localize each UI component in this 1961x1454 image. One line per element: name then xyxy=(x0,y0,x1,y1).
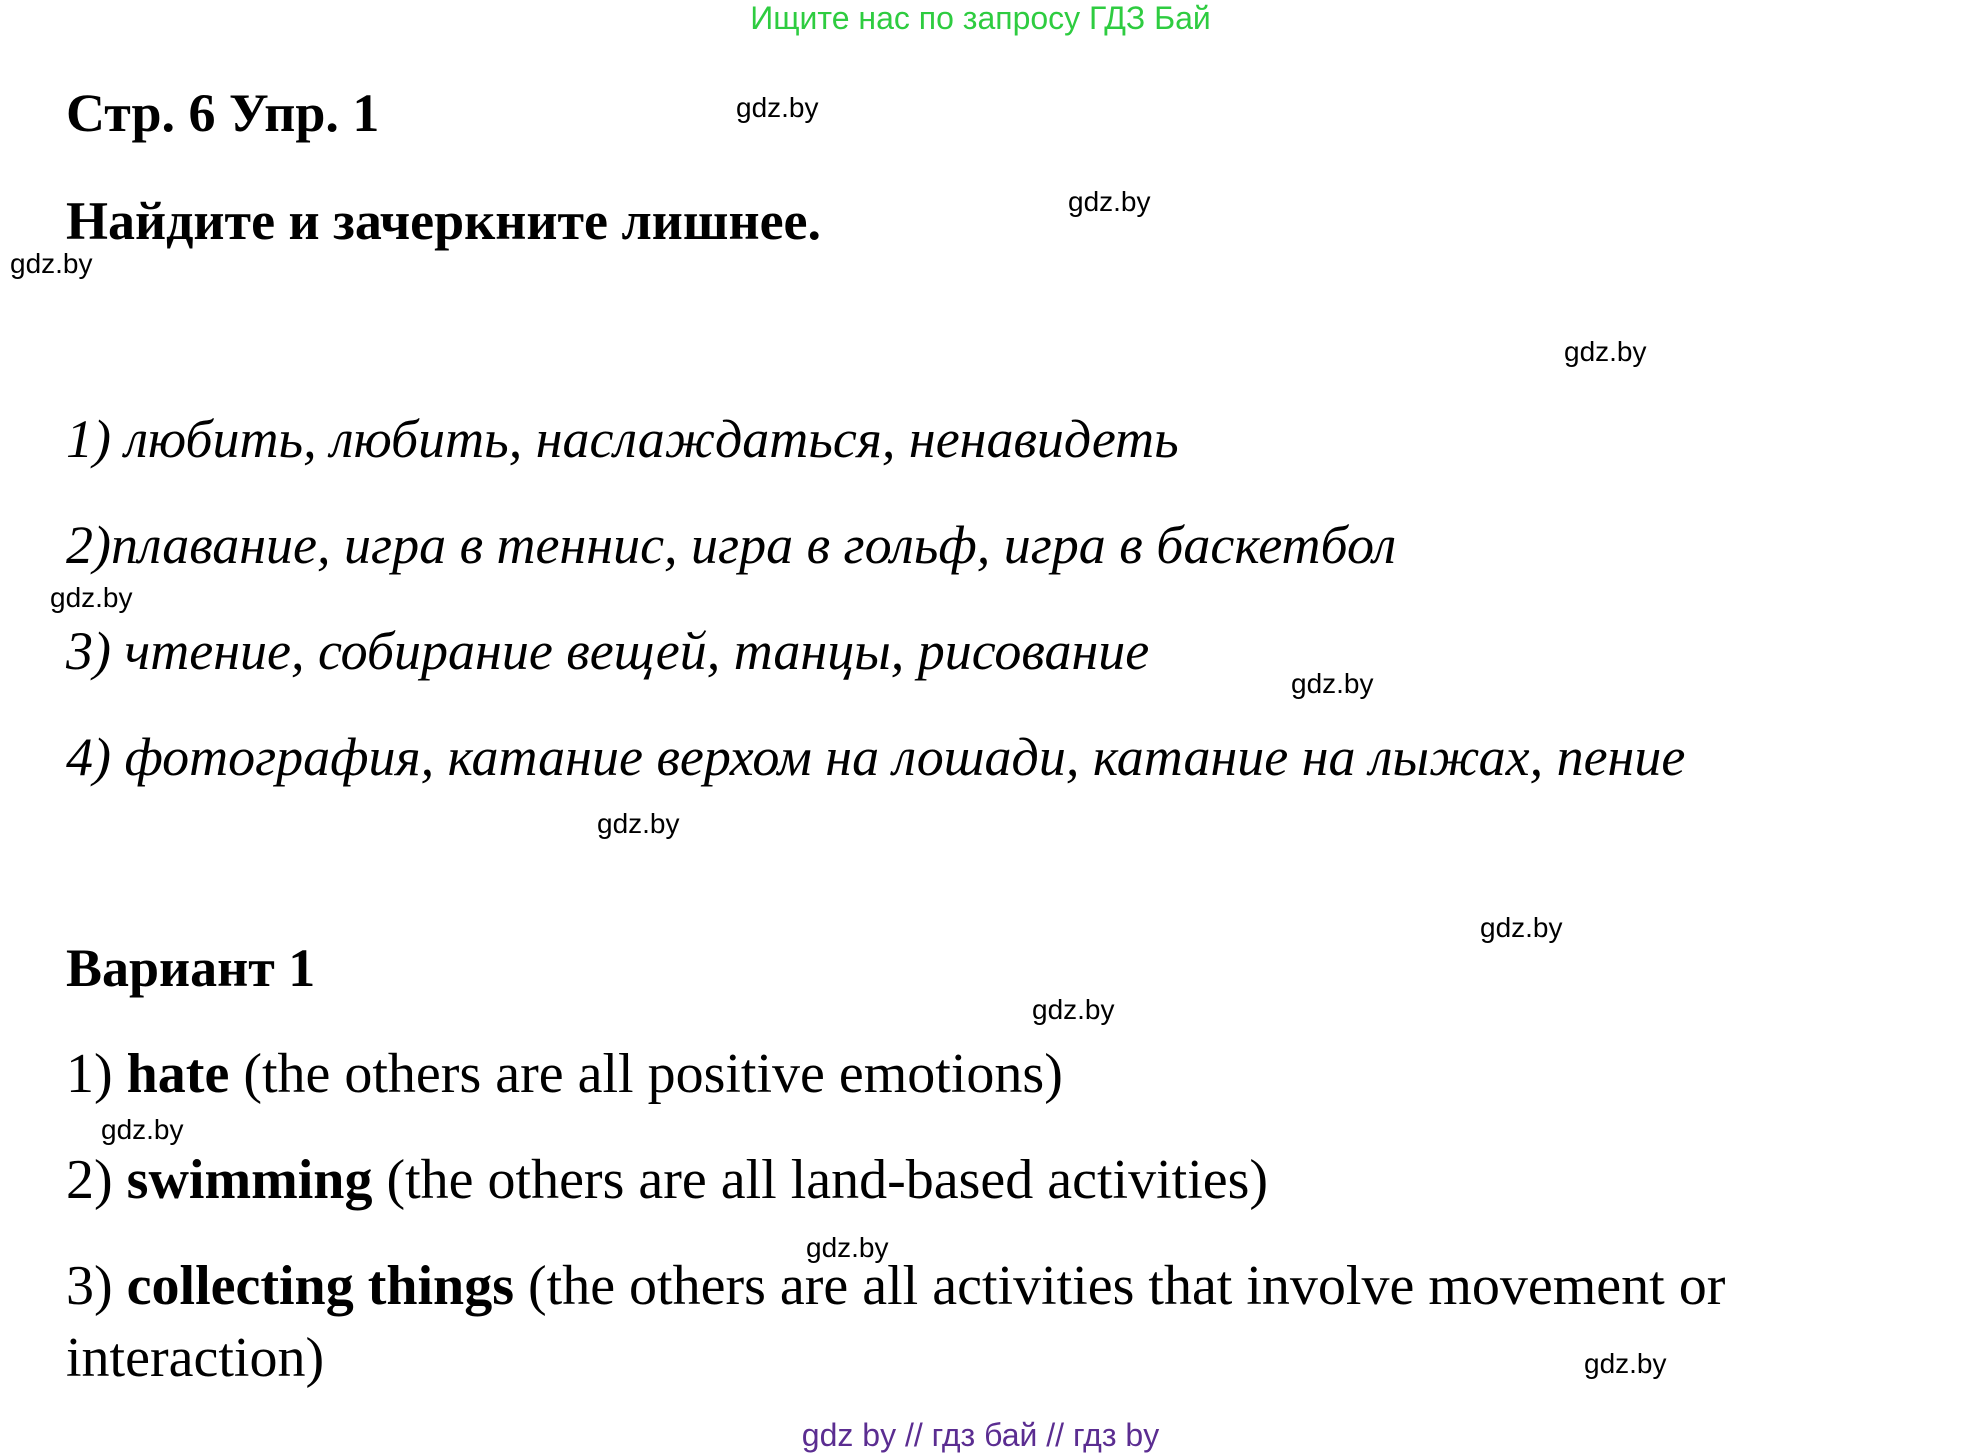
watermark: gdz.by xyxy=(1480,912,1563,943)
answer-item-2: 2) swimming (the others are all land-based activities) xyxy=(66,1149,1269,1211)
watermark: gdz.by xyxy=(1068,186,1151,217)
watermark: gdz.by xyxy=(1584,1348,1667,1379)
footer-links: gdz by // гдз бай // гдз by xyxy=(801,1417,1160,1453)
task-item-4: 4) фотография, катание верхом на лошади, катание на лыжах, пение xyxy=(66,727,1686,787)
task-item-2: 2)плавание, игра в теннис, игра в гольф, игра в баскетбол xyxy=(66,515,1397,575)
watermark: gdz.by xyxy=(597,808,680,839)
answer-item-3: 3) collecting things (the others are all activities that involve movement or interaction) xyxy=(66,1255,1726,1389)
variant-heading: Вариант 1 xyxy=(66,938,316,998)
watermark: gdz.by xyxy=(101,1114,184,1145)
watermark: gdz.by xyxy=(10,248,93,279)
watermark: gdz.by xyxy=(1564,336,1647,367)
top-banner: Ищите нас по запросу ГДЗ Бай xyxy=(750,0,1211,36)
task-item-1: 1) любить, любить, наслаждаться, ненавидеть xyxy=(66,409,1179,469)
watermark: gdz.by xyxy=(50,582,133,613)
instruction-heading: Найдите и зачеркните лишнее. xyxy=(66,191,822,251)
watermark: gdz.by xyxy=(1291,668,1374,699)
task-item-3: 3) чтение, собирание вещей, танцы, рисование xyxy=(66,621,1150,681)
watermark: gdz.by xyxy=(1032,994,1115,1025)
page-title: Стр. 6 Упр. 1 xyxy=(66,83,380,143)
watermark: gdz.by xyxy=(806,1232,889,1263)
watermark: gdz.by xyxy=(736,92,819,123)
answer-item-1: 1) hate (the others are all positive emotions) xyxy=(66,1043,1063,1105)
